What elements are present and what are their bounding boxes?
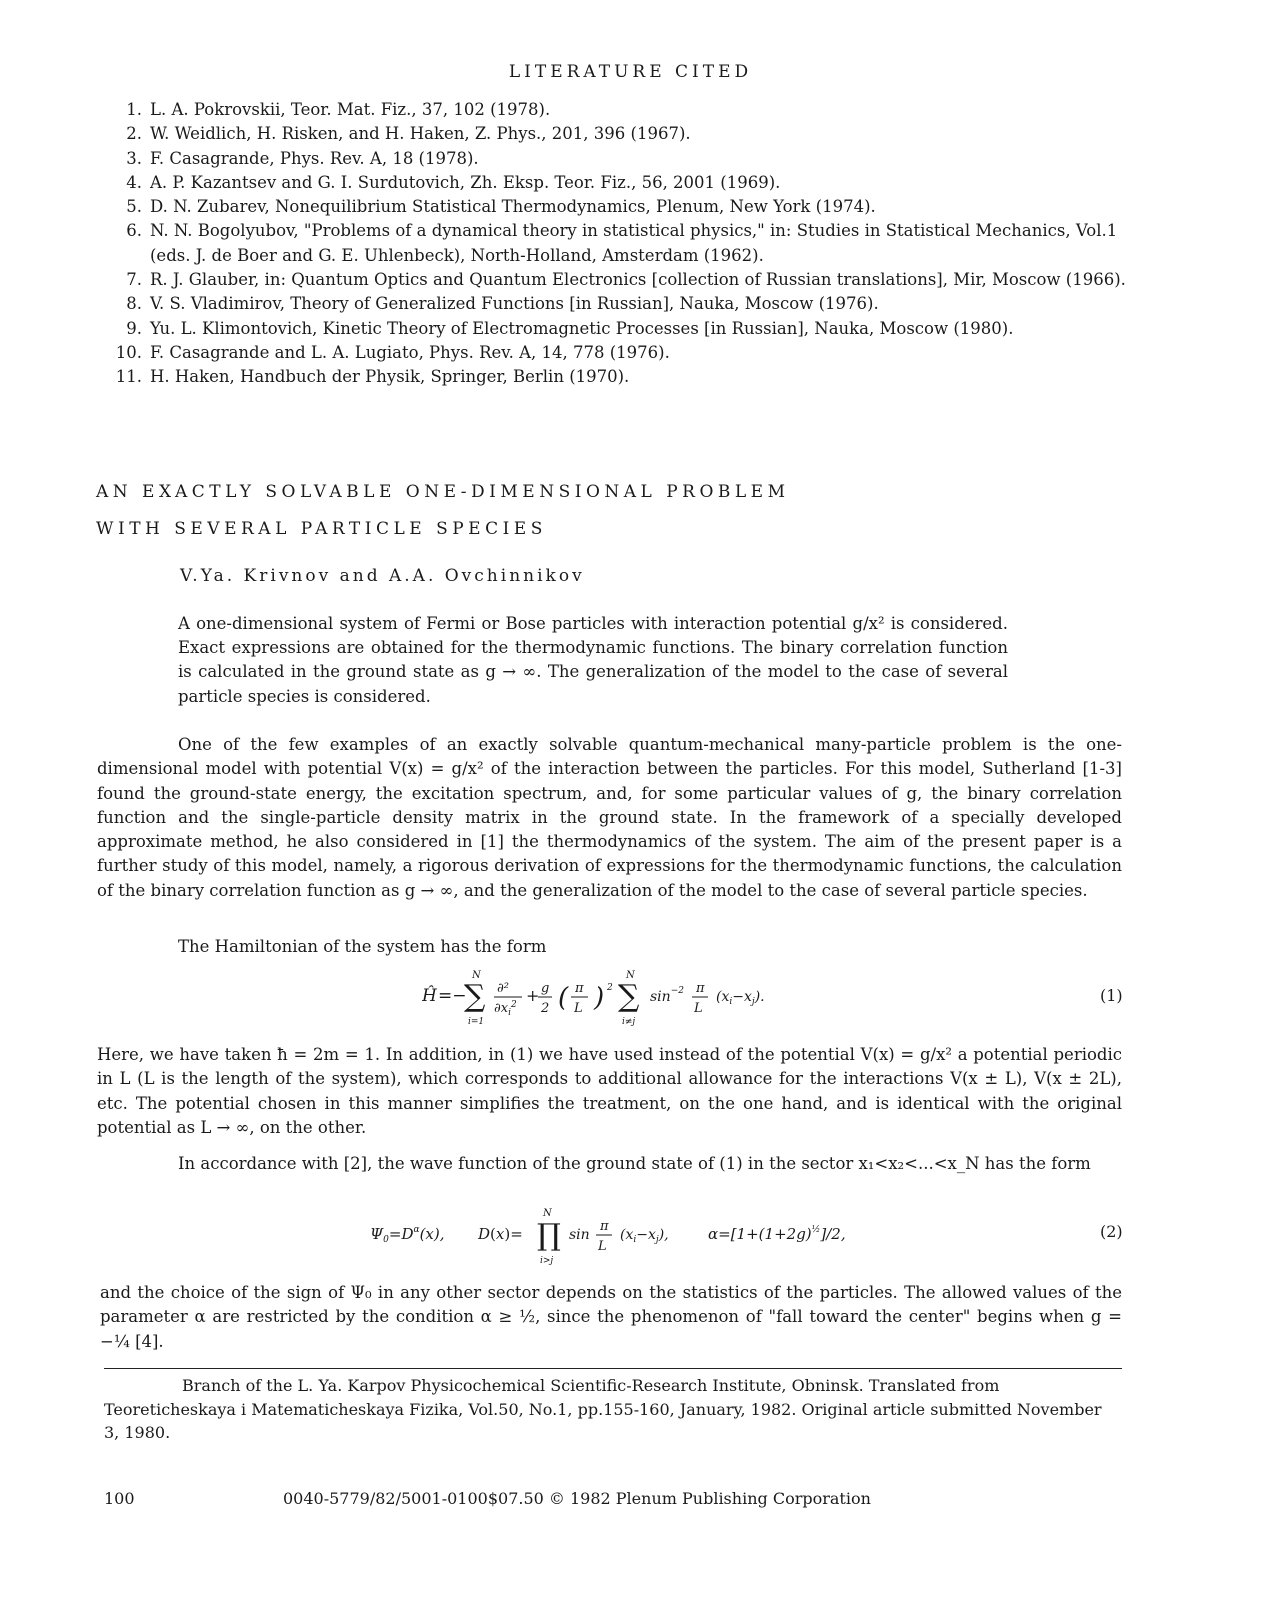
svg-text:): ): [594, 983, 605, 1013]
page-number: 100: [104, 1489, 135, 1508]
svg-text:L: L: [598, 1239, 607, 1254]
article-authors: V.Ya. Krivnov and A.A. Ovchinnikov: [180, 566, 585, 586]
reference-text: A. P. Kazantsev and G. I. Surdutovich, Zh. Eksp. Teor. Fiz., 56, 2001 (1969).: [150, 172, 781, 192]
svg-text:i≠j: i≠j: [622, 1017, 636, 1027]
intro-paragraph: One of the few examples of an exactly solvable quantum-mechanical many-particle problem is the one-dimensional model with potential V(x) = g/x² of the interaction between the particles. For this model, Sutherland [1-3] found the ground-state energy, the excitation spectrum, and, for some particular values of g, the binary correlation function and the single-particle density matrix in the ground state. In the framework of a specially developed approximate method, he also considered in [1] the thermodynamics of the system. The aim of the present paper is a further study of this model, namely, a rigorous derivation of expressions for the thermodynamic functions, the calculation of the binary correlation function as g → ∞, and the generalization of the model to the case of several particle species.: [97, 735, 1122, 900]
svg-text:N: N: [472, 970, 481, 981]
footnote: [104, 1374, 1104, 1445]
reference-number: 1.: [126, 100, 142, 119]
svg-text:∏: ∏: [537, 1218, 561, 1253]
equation-1-hamiltonian: [422, 968, 842, 1030]
svg-text:i=1: i=1: [468, 1017, 485, 1027]
reference-item: [104, 268, 1154, 292]
footnote-text: Branch of the L. Ya. Karpov Physicochemical Scientific-Research Institute, Obninsk. Translated from Teoreticheskaya i Matematicheskaya Fizika, Vol.50, No.1, pp.155-160, January, 1982. Original article submitted November 3, 1980.: [104, 1376, 1102, 1442]
reference-text: N. N. Bogolyubov, "Problems of a dynamical theory in statistical physics," in: Studies in Statistical Mechanics, Vol.1 (eds. J. de Boer and G. E. Uhlenbeck), North-Holland, Amsterdam (1962).: [150, 221, 1118, 265]
reference-item: [104, 219, 1154, 268]
svg-text:π: π: [600, 1219, 609, 1234]
abstract: A one-dimensional system of Fermi or Bose particles with interaction potential g/x² is considered. Exact expressions are obtained for the thermodynamic functions. The binary correlation function is calculated in the ground state as g → ∞. The generalization of the model to the case of several particle species is considered.: [178, 614, 1008, 706]
references-heading: LITERATURE CITED: [508, 62, 753, 82]
equation-2-number: (2): [1100, 1222, 1123, 1241]
reference-number: 11.: [115, 367, 142, 387]
svg-text:=−: =−: [438, 986, 467, 1006]
article-title-line-2: WITH SEVERAL PARTICLE SPECIES: [96, 519, 547, 539]
reference-text: F. Casagrande, Phys. Rev. A, 18 (1978).: [150, 148, 479, 168]
svg-text:N: N: [543, 1208, 552, 1219]
reference-item: [104, 195, 1154, 219]
svg-text:Ψ0=Dα(x),: $\Psi_0=D^\alpha(x)$,: [370, 1225, 445, 1245]
svg-text:N: N: [626, 970, 635, 981]
svg-text:+: +: [526, 986, 540, 1005]
svg-text:2: 2: [607, 983, 613, 993]
reference-text: D. N. Zubarev, Nonequilibrium Statistical Thermodynamics, Plenum, New York (1974).: [150, 197, 876, 217]
potential-paragraph: Here, we have taken ħ = 2m = 1. In addition, in (1) we have used instead of the potential V(x) = g/x² a potential periodic in L (L is the length of the system), which corresponds to additional allowance for the interactions V(x ± L), V(x ± 2L), etc. The potential chosen in this manner simplifies the treatment, on the one hand, and is identical with the original potential as L → ∞, on the other.: [97, 1045, 1122, 1137]
reference-number: 10.: [115, 342, 142, 362]
svg-text:D(x)=: D(x)=: [478, 1225, 523, 1243]
reference-text: W. Weidlich, H. Risken, and H. Haken, Z. Phys., 201, 396 (1967).: [150, 124, 691, 144]
svg-text:g: g: [541, 981, 550, 996]
reference-item: [104, 171, 1154, 195]
reference-number: 7.: [126, 270, 142, 290]
wavefunction-intro: In accordance with [2], the wave function of the ground state of (1) in the sector x₁<x₂<...<x_N has the form: [178, 1154, 1091, 1173]
svg-text:α=[1+(1+2g)½]/2,: $\alpha=[1+(1+2g)^{\frac{1}{2}}]/2$,: [708, 1225, 846, 1243]
reference-item: [104, 122, 1154, 146]
reference-number: 9.: [126, 318, 142, 338]
reference-item: [104, 317, 1154, 341]
reference-number: 2.: [126, 124, 142, 144]
equation-1-number: (1): [1100, 986, 1123, 1005]
equation-2-wavefunction: [370, 1205, 890, 1267]
reference-number: 8.: [126, 294, 142, 314]
svg-text:(xi−xj),: $(x_i-x_j)$,: [620, 1227, 669, 1245]
sign-choice-paragraph: and the choice of the sign of Ψ₀ in any other sector depends on the statistics of the particles. The allowed values of the parameter α are restricted by the condition α ≥ ½, since the phenomenon of "fall toward the center" begins when g = −¼ [4].: [100, 1283, 1122, 1351]
svg-text:sin: sin: [569, 1227, 590, 1243]
svg-text:i>j: i>j: [540, 1256, 554, 1266]
svg-text:π: π: [575, 981, 584, 996]
svg-text:∑: ∑: [618, 979, 640, 1014]
svg-text:(: (: [558, 983, 569, 1013]
reference-text: Yu. L. Klimontovich, Kinetic Theory of Electromagnetic Processes [in Russian], Nauka, Moscow (1980).: [150, 318, 1014, 338]
svg-text:2: 2: [541, 1001, 550, 1016]
footnote-divider: [104, 1368, 1122, 1369]
svg-text:sin−2: $\sin^{-2}$: [650, 986, 684, 1005]
reference-item: [104, 292, 1154, 316]
svg-text:∂²: ∂²: [497, 981, 509, 996]
reference-text: L. A. Pokrovskii, Teor. Mat. Fiz., 37, 102 (1978).: [150, 100, 551, 119]
reference-item: [104, 147, 1154, 171]
svg-text:L: L: [574, 1001, 583, 1016]
reference-text: H. Haken, Handbuch der Physik, Springer, Berlin (1970).: [150, 367, 630, 387]
copyright-line: 0040-5779/82/5001-0100$07.50 © 1982 Plenum Publishing Corporation: [283, 1489, 871, 1508]
reference-text: V. S. Vladimirov, Theory of Generalized Functions [in Russian], Nauka, Moscow (1976).: [150, 294, 879, 314]
reference-item: [104, 341, 1154, 365]
svg-text:Ĥ: Ĥ: [422, 986, 437, 1006]
reference-text: F. Casagrande and L. A. Lugiato, Phys. Rev. A, 14, 778 (1976).: [150, 342, 670, 362]
reference-list: [104, 98, 1154, 390]
reference-text: R. J. Glauber, in: Quantum Optics and Quantum Electronics [collection of Russian translations], Mir, Moscow (1966).: [150, 270, 1126, 290]
svg-text:L: L: [694, 1001, 703, 1016]
svg-text:∑: ∑: [464, 979, 486, 1014]
reference-number: 3.: [126, 148, 142, 168]
svg-text:(xi−xj).: $(x_i-x_j)$.: [716, 989, 765, 1007]
reference-number: 4.: [126, 172, 142, 192]
reference-number: 5.: [126, 197, 142, 217]
article-title-line-1: AN EXACTLY SOLVABLE ONE-DIMENSIONAL PROBLEM: [96, 482, 790, 502]
svg-text:∂xi2: $\partial x_i^2$: [494, 1000, 517, 1018]
svg-text:π: π: [696, 981, 705, 996]
hamiltonian-intro: The Hamiltonian of the system has the form: [178, 937, 547, 956]
reference-item: [104, 98, 1154, 122]
reference-number: 6.: [126, 221, 142, 241]
reference-item: [104, 365, 1154, 389]
